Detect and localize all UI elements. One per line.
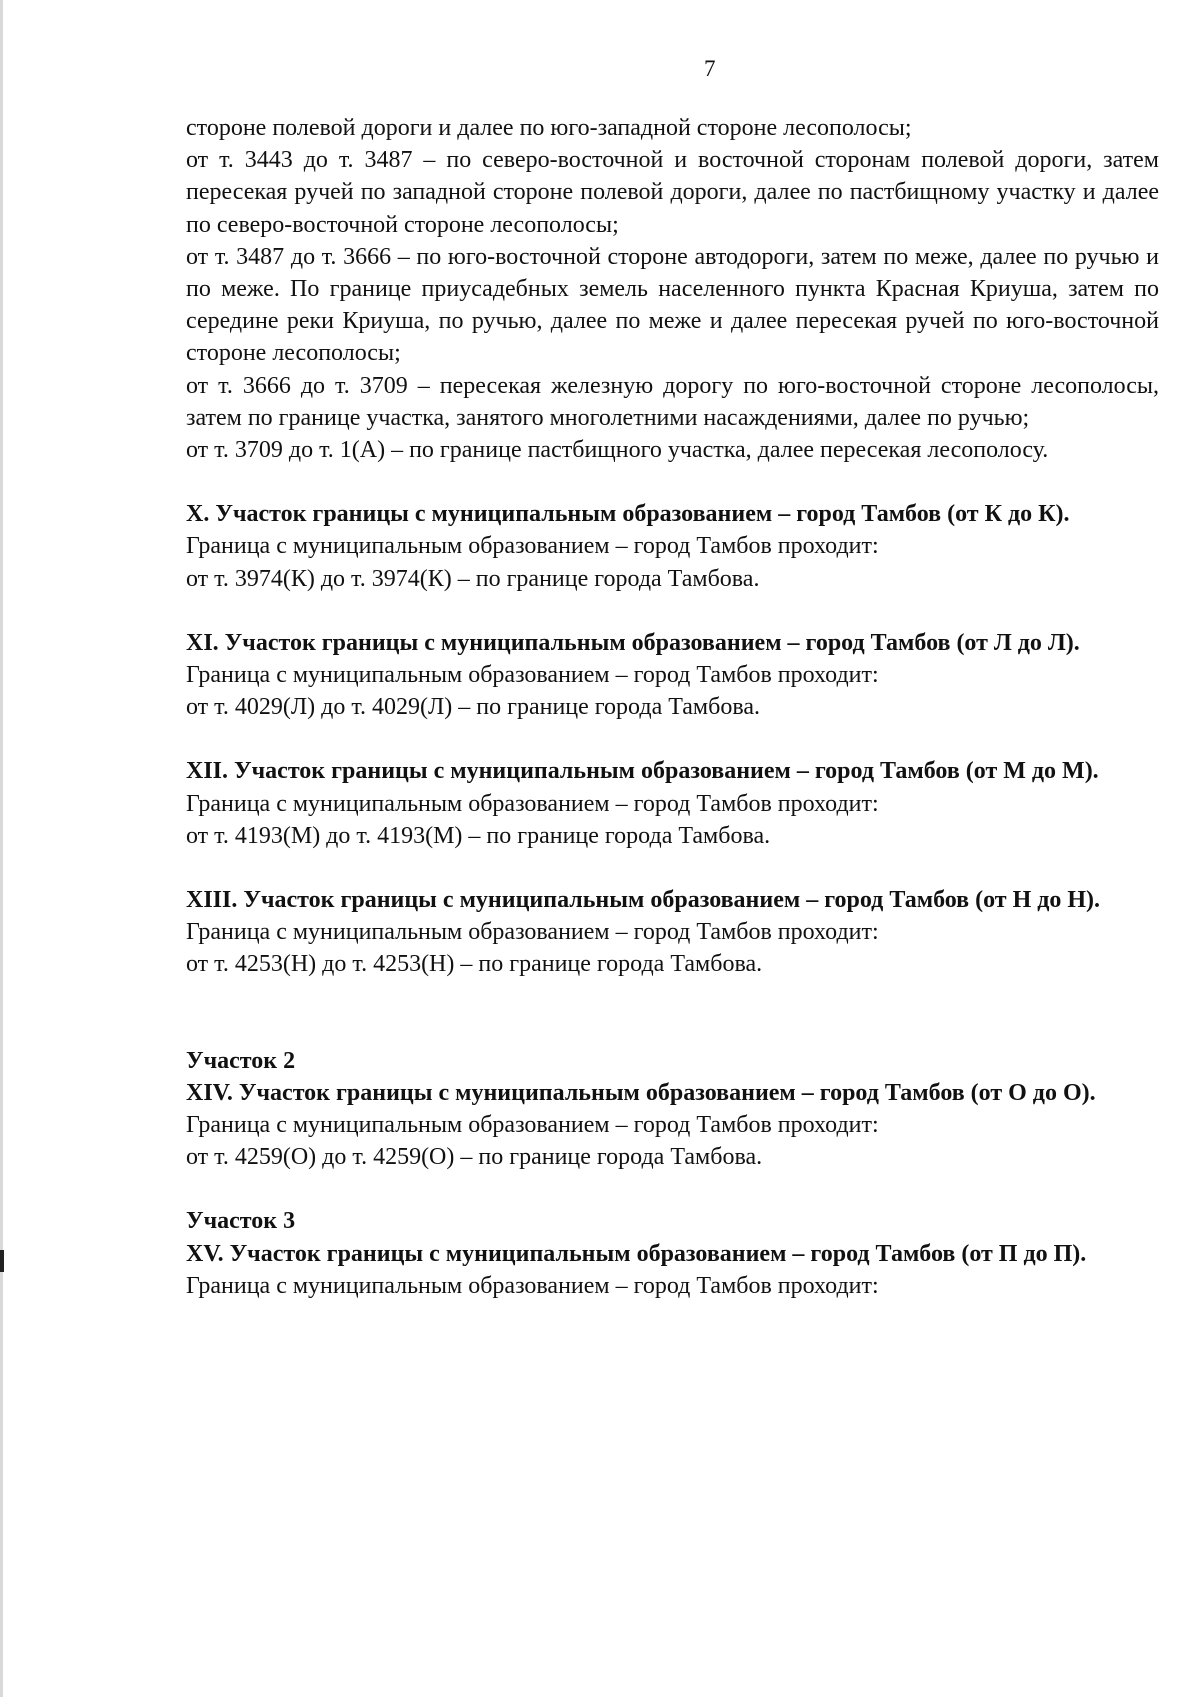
section-intro: Граница с муниципальным образованием – город Тамбов проходит: — [186, 662, 879, 689]
section-intro: Граница с муниципальным образованием – город Тамбов проходит: — [186, 919, 879, 946]
section-heading: XII. Участок границы с муниципальным образованием – город Тамбов (от М до М). — [186, 758, 1099, 785]
plot-title: Участок 2 — [186, 1047, 296, 1074]
section-route: от т. 4259(О) до т. 4259(О) – по границе города Тамбова. — [186, 1144, 763, 1171]
section-gap — [186, 1173, 1159, 1205]
paragraph: от т. 3443 до т. 3487 – по северо-восточной и восточной сторонам полевой дороги, затем пересекая ручей по западной стороне полевой дороги, далее по пастбищному участку и далее по северо-восточной стороне лесополосы; — [186, 147, 1159, 238]
section-route: от т. 4029(Л) до т. 4029(Л) – по границе города Тамбова. — [186, 694, 760, 721]
plot-title: Участок 3 — [186, 1208, 296, 1235]
section-gap — [186, 466, 1159, 498]
section-gap — [186, 852, 1159, 884]
section-route: от т. 4193(М) до т. 4193(М) – по границе города Тамбова. — [186, 822, 771, 849]
section-heading: XIV. Участок границы с муниципальным образованием – город Тамбов (от О до О). — [186, 1079, 1096, 1106]
section-gap — [186, 723, 1159, 755]
section-xv — [186, 1205, 1159, 1302]
paragraph: от т. 3666 до т. 3709 – пересекая железную дорогу по юго-восточной стороне лесополосы, затем по границе участка, занятого многолетними насаждениями, далее по ручью; — [186, 372, 1159, 431]
section-route: от т. 4253(Н) до т. 4253(Н) – по границе города Тамбова. — [186, 951, 763, 978]
section-intro: Граница с муниципальным образованием – город Тамбов проходит: — [186, 533, 879, 560]
section-xi — [186, 627, 1159, 724]
scan-mark — [0, 1250, 4, 1272]
section-xii — [186, 755, 1159, 852]
section-intro: Граница с муниципальным образованием – город Тамбов проходит: — [186, 1112, 879, 1139]
section-heading: XV. Участок границы с муниципальным образованием – город Тамбов (от П до П). — [186, 1240, 1087, 1267]
section-xiv — [186, 1045, 1159, 1174]
section-xiii — [186, 884, 1159, 981]
paragraph: стороне полевой дороги и далее по юго-западной стороне лесополосы; — [186, 115, 912, 141]
section-heading: X. Участок границы с муниципальным образованием – город Тамбов (от К до К). — [186, 501, 1070, 528]
paragraph: от т. 3487 до т. 3666 – по юго-восточной стороне автодороги, затем по меже, далее по ручью и по меже. По границе приусадебных земель населенного пункта Красная Криуша, затем по середине реки Криуша, по ручью, далее по меже и далее пересекая ручей по юго-восточной стороне лесополосы; — [186, 243, 1159, 367]
page-number: 7 — [704, 56, 716, 81]
section-gap — [186, 981, 1159, 1045]
section-route: от т. 3974(К) до т. 3974(К) – по границе города Тамбова. — [186, 565, 760, 592]
section-heading: XI. Участок границы с муниципальным образованием – город Тамбов (от Л до Л). — [186, 629, 1080, 656]
section-heading: XIII. Участок границы с муниципальным образованием – город Тамбов (от Н до Н). — [186, 887, 1101, 914]
document-body — [186, 112, 1159, 1302]
section-intro: Граница с муниципальным образованием – город Тамбов проходит: — [186, 1272, 879, 1299]
section-x — [186, 498, 1159, 595]
section-gap — [186, 595, 1159, 627]
paragraph: от т. 3709 до т. 1(А) – по границе пастбищного участка, далее пересекая лесополосу. — [186, 437, 1049, 464]
section-intro: Граница с муниципальным образованием – город Тамбов проходит: — [186, 790, 879, 817]
scan-edge — [0, 0, 3, 1697]
